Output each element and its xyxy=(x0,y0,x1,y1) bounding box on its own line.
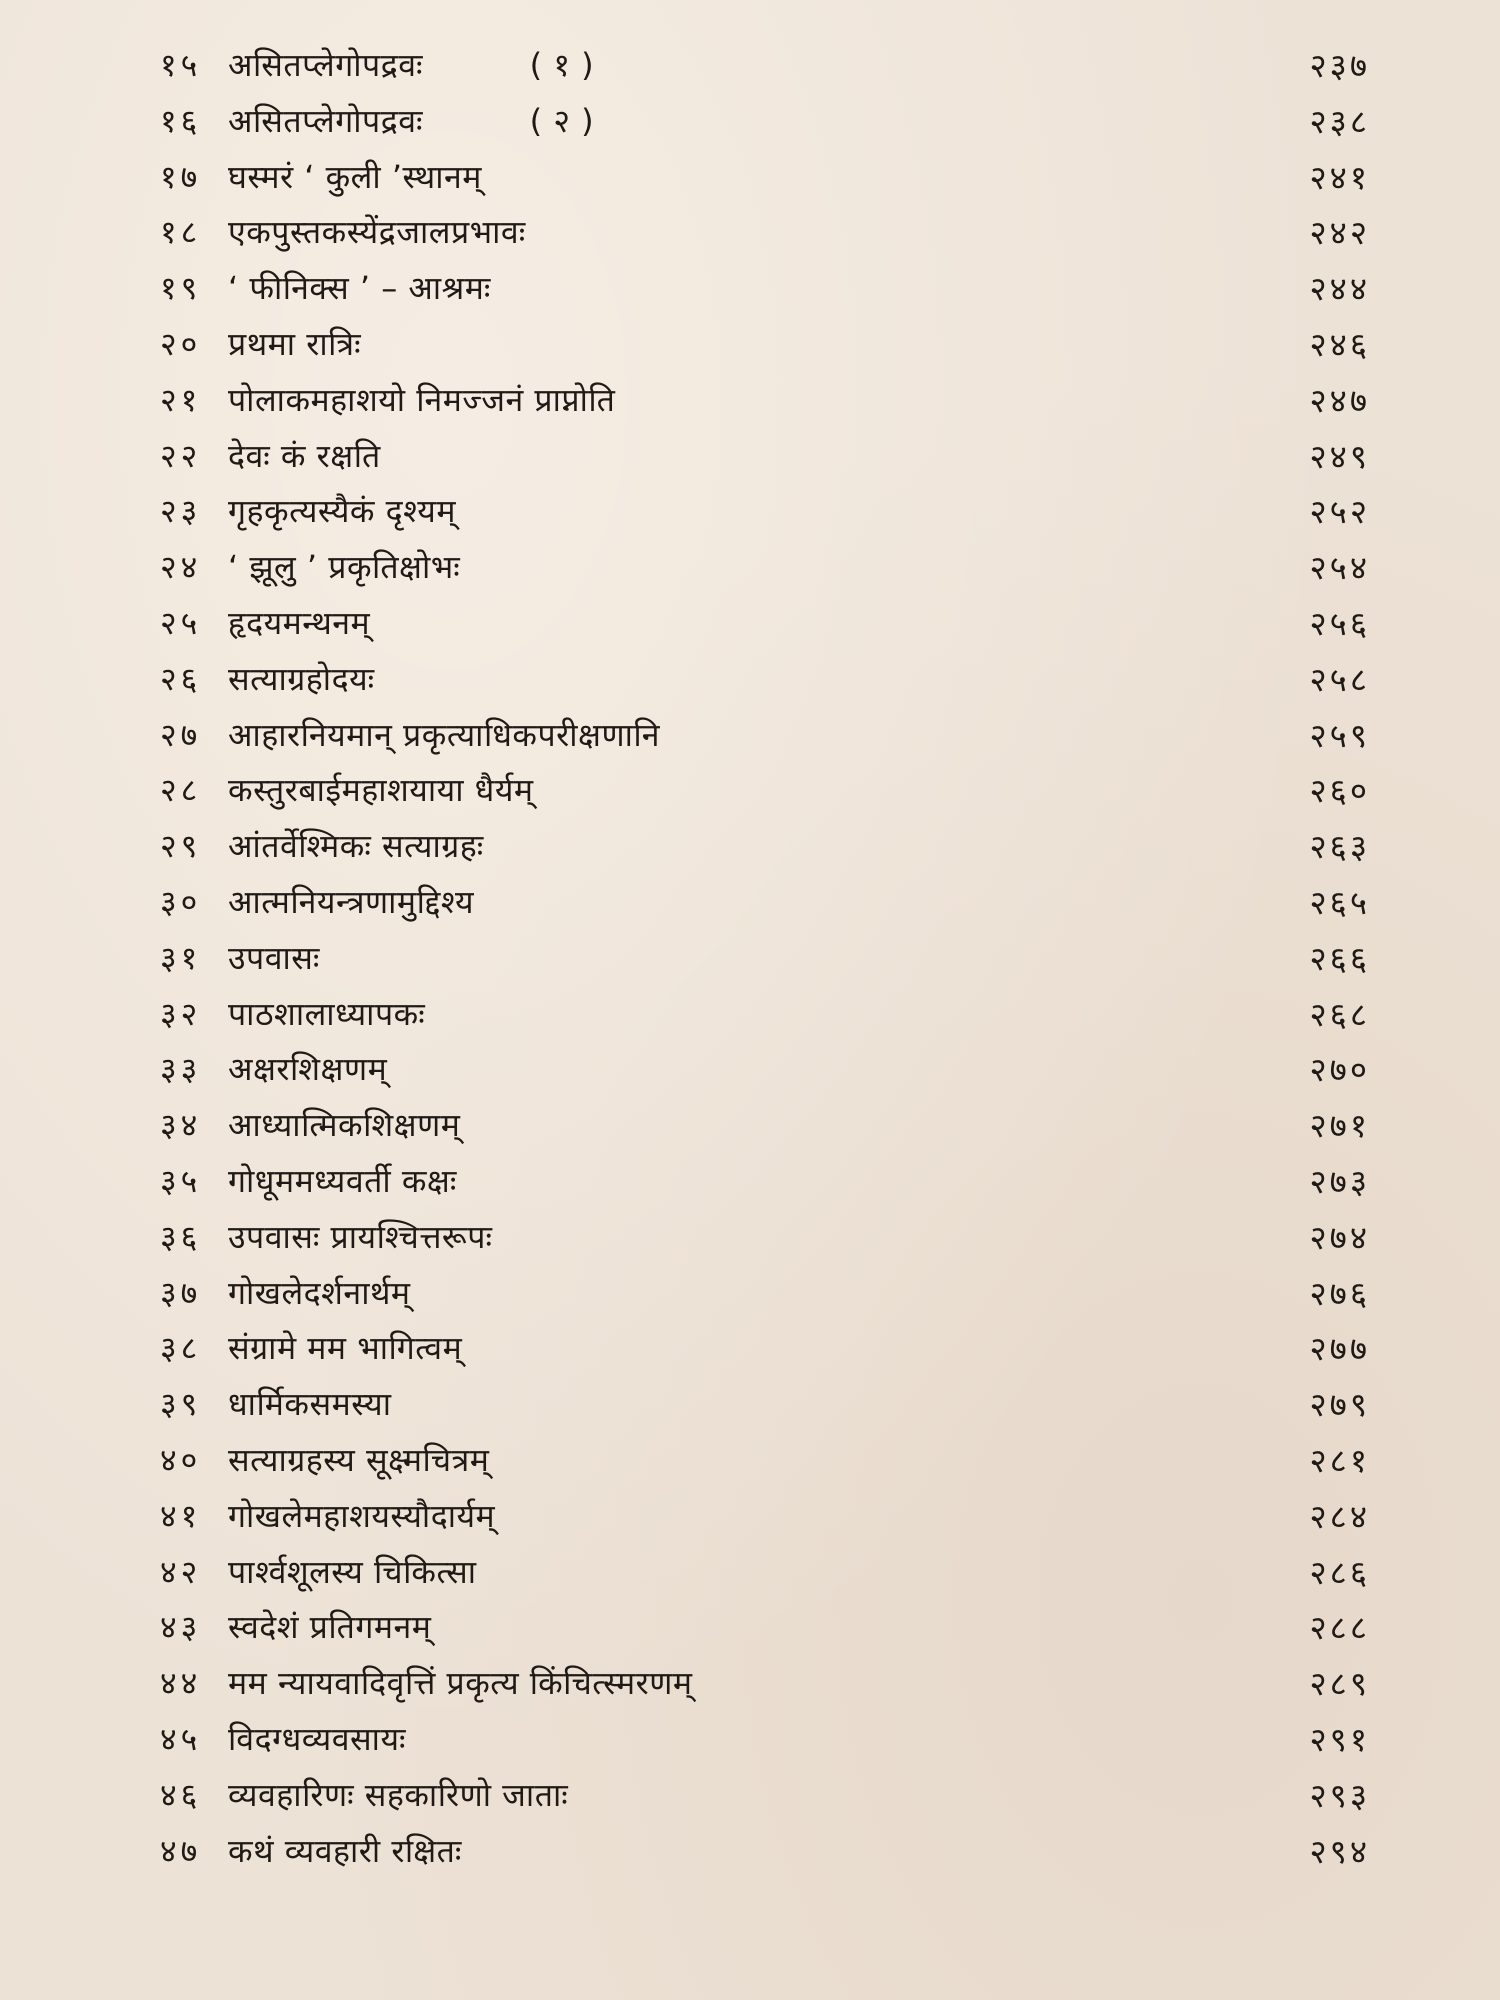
chapter-title: ‘ फीनिक्स ’ – आश्रमः xyxy=(228,269,491,308)
page-number: २७० xyxy=(1309,1050,1370,1090)
toc-entry xyxy=(160,1154,1370,1210)
chapter-title: विदग्धव्यवसायः xyxy=(228,1719,406,1758)
chapter-title: घस्मरं ‘ कुली ’स्थानम् xyxy=(228,157,482,196)
chapter-number: २२ xyxy=(160,436,202,475)
toc-entry xyxy=(160,819,1370,875)
toc-entry xyxy=(160,1098,1370,1154)
chapter-title: गोखलेदर्शनार्थम् xyxy=(228,1273,411,1312)
toc-entry xyxy=(160,1266,1370,1322)
toc-entry xyxy=(160,484,1370,540)
page-number: २९४ xyxy=(1309,1831,1370,1871)
chapter-title: पाठशालाध्यापकः xyxy=(228,994,426,1033)
chapter-number: २४ xyxy=(160,548,202,587)
page-number: २८४ xyxy=(1309,1496,1370,1536)
chapter-title: ‘ झूलु ’ प्रकृतिक्षोभः xyxy=(228,548,461,587)
chapter-number: २८ xyxy=(160,771,202,810)
chapter-number: ३४ xyxy=(160,1106,202,1145)
chapter-number: ३७ xyxy=(160,1273,202,1312)
chapter-title: असितप्लेगोपद्रवः ( १ ) xyxy=(228,46,595,84)
page-number: २८९ xyxy=(1309,1664,1370,1704)
page-number: २३८ xyxy=(1309,101,1370,141)
page-number: २६० xyxy=(1309,771,1370,811)
toc-entry xyxy=(160,931,1370,987)
chapter-title: गोधूममध्यवर्ती कक्षः xyxy=(228,1161,457,1200)
page-number: २६३ xyxy=(1309,827,1370,867)
chapter-title: मम न्यायवादिवृत्तिं प्रकृत्य किंचित्स्मरणम् xyxy=(228,1664,693,1703)
chapter-number: ४५ xyxy=(160,1719,202,1758)
toc-entry xyxy=(160,1600,1370,1656)
page-number: २५८ xyxy=(1309,659,1370,699)
chapter-number: ४० xyxy=(160,1440,202,1479)
chapter-number: १६ xyxy=(160,101,202,140)
page-number: २७९ xyxy=(1309,1385,1370,1425)
chapter-number: २९ xyxy=(160,827,202,866)
chapter-title: कस्तुरबाईमहाशयाया धैर्यम् xyxy=(228,771,534,810)
chapter-title: संग्रामे मम भागित्वम् xyxy=(228,1329,463,1368)
chapter-number: ३५ xyxy=(160,1161,202,1200)
chapter-title: आंतर्वेश्मिकः सत्याग्रहः xyxy=(228,827,484,866)
chapter-title: पोलाकमहाशयो निमज्जनं प्राप्नोति xyxy=(228,380,616,419)
page-number: २५६ xyxy=(1309,603,1370,643)
page-number: २४१ xyxy=(1309,157,1370,197)
toc-entry xyxy=(160,1489,1370,1545)
chapter-number: ४७ xyxy=(160,1831,202,1870)
page-number: २४९ xyxy=(1309,436,1370,476)
chapter-number: ३२ xyxy=(160,994,202,1033)
toc-entry xyxy=(160,1210,1370,1266)
toc-entry xyxy=(160,317,1370,373)
page-number: २७३ xyxy=(1309,1161,1370,1201)
chapter-title: प्रथमा रात्रिः xyxy=(228,324,362,363)
chapter-title: पार्श्वशूलस्य चिकित्सा xyxy=(228,1552,477,1591)
toc-entry xyxy=(160,596,1370,652)
chapter-title: देवः कं रक्षति xyxy=(228,436,381,475)
page-number: २५४ xyxy=(1309,548,1370,588)
table-of-contents xyxy=(160,38,1370,1879)
page-number: २३७ xyxy=(1309,46,1370,85)
page-number: २४६ xyxy=(1309,324,1370,364)
chapter-number: १९ xyxy=(160,269,202,308)
chapter-number: २६ xyxy=(160,659,202,698)
page-number: २७६ xyxy=(1309,1273,1370,1313)
toc-entry xyxy=(160,875,1370,931)
page-number: २९३ xyxy=(1309,1775,1370,1815)
page-number: २६५ xyxy=(1309,882,1370,922)
chapter-number: २० xyxy=(160,324,202,363)
chapter-title: व्यवहारिणः सहकारिणो जाताः xyxy=(228,1775,569,1814)
chapter-number: ३६ xyxy=(160,1217,202,1256)
chapter-title: अक्षरशिक्षणम् xyxy=(228,1050,388,1089)
page-number: २६८ xyxy=(1309,994,1370,1034)
chapter-title: असितप्लेगोपद्रवः ( २ ) xyxy=(228,101,595,140)
toc-entry xyxy=(160,429,1370,485)
chapter-title: गृहकृत्यस्यैकं दृश्यम् xyxy=(228,492,456,531)
chapter-number: ४१ xyxy=(160,1496,202,1535)
chapter-title: आध्यात्मिकशिक्षणम् xyxy=(228,1106,461,1145)
toc-entry xyxy=(160,540,1370,596)
chapter-number: १७ xyxy=(160,157,202,196)
chapter-number: ३१ xyxy=(160,938,202,977)
page-number: २८६ xyxy=(1309,1552,1370,1592)
chapter-title: उपवासः प्रायश्चित्तरूपः xyxy=(228,1217,493,1256)
chapter-number: ४६ xyxy=(160,1775,202,1814)
chapter-title: सत्याग्रहोदयः xyxy=(228,659,375,698)
toc-entry xyxy=(160,373,1370,429)
chapter-title: सत्याग्रहस्य सूक्ष्मचित्रम् xyxy=(228,1440,490,1479)
chapter-number: ४२ xyxy=(160,1552,202,1591)
chapter-number: ३० xyxy=(160,882,202,921)
chapter-title: धार्मिकसमस्या xyxy=(228,1385,392,1424)
chapter-number: २१ xyxy=(160,380,202,419)
chapter-number: २७ xyxy=(160,715,202,754)
page-number: २८१ xyxy=(1309,1440,1370,1480)
page-number: २७१ xyxy=(1309,1106,1370,1146)
chapter-number: १८ xyxy=(160,213,202,252)
page-number: २५९ xyxy=(1309,715,1370,755)
toc-entry xyxy=(160,1768,1370,1824)
chapter-title: कथं व्यवहारी रक्षितः xyxy=(228,1831,462,1870)
chapter-title: एकपुस्तकस्येंद्रजालप्रभावः xyxy=(228,213,526,252)
toc-entry xyxy=(160,1824,1370,1880)
chapter-title: आत्मनियन्त्रणामुद्दिश्य xyxy=(228,882,475,921)
chapter-title: स्वदेशं प्रतिगमनम् xyxy=(228,1608,432,1647)
toc-entry xyxy=(160,1656,1370,1712)
toc-entry xyxy=(160,205,1370,261)
page-number: २४४ xyxy=(1309,269,1370,309)
chapter-number: ४३ xyxy=(160,1608,202,1647)
chapter-number: ४४ xyxy=(160,1664,202,1703)
page-number: २८८ xyxy=(1309,1608,1370,1648)
toc-entry xyxy=(160,708,1370,764)
page-number: २९१ xyxy=(1309,1719,1370,1759)
chapter-number: ३३ xyxy=(160,1050,202,1089)
page-number: २६६ xyxy=(1309,938,1370,978)
page-number: २५२ xyxy=(1309,492,1370,532)
toc-entry xyxy=(160,261,1370,317)
toc-entry xyxy=(160,1042,1370,1098)
chapter-number: १५ xyxy=(160,46,202,84)
chapter-title: गोखलेमहाशयस्यौदार्यम् xyxy=(228,1496,496,1535)
toc-entry xyxy=(160,94,1370,150)
toc-entry xyxy=(160,763,1370,819)
chapter-number: ३९ xyxy=(160,1385,202,1424)
toc-entry xyxy=(160,1545,1370,1601)
chapter-title: हृदयमन्थनम् xyxy=(228,603,371,642)
page-number: २४२ xyxy=(1309,213,1370,253)
toc-entry xyxy=(160,1321,1370,1377)
toc-entry xyxy=(160,652,1370,708)
toc-entry xyxy=(160,987,1370,1043)
toc-entry xyxy=(160,1712,1370,1768)
page-number: २४७ xyxy=(1309,380,1370,420)
chapter-title: आहारनियमान् प्रकृत्याधिकपरीक्षणानि xyxy=(228,715,660,754)
chapter-number: ३८ xyxy=(160,1329,202,1368)
toc-entry xyxy=(160,38,1370,94)
toc-entry xyxy=(160,1433,1370,1489)
toc-entry xyxy=(160,1377,1370,1433)
chapter-number: २३ xyxy=(160,492,202,531)
chapter-title: उपवासः xyxy=(228,938,320,977)
page-number: २७४ xyxy=(1309,1217,1370,1257)
toc-entry xyxy=(160,150,1370,206)
page-number: २७७ xyxy=(1309,1329,1370,1369)
chapter-number: २५ xyxy=(160,603,202,642)
